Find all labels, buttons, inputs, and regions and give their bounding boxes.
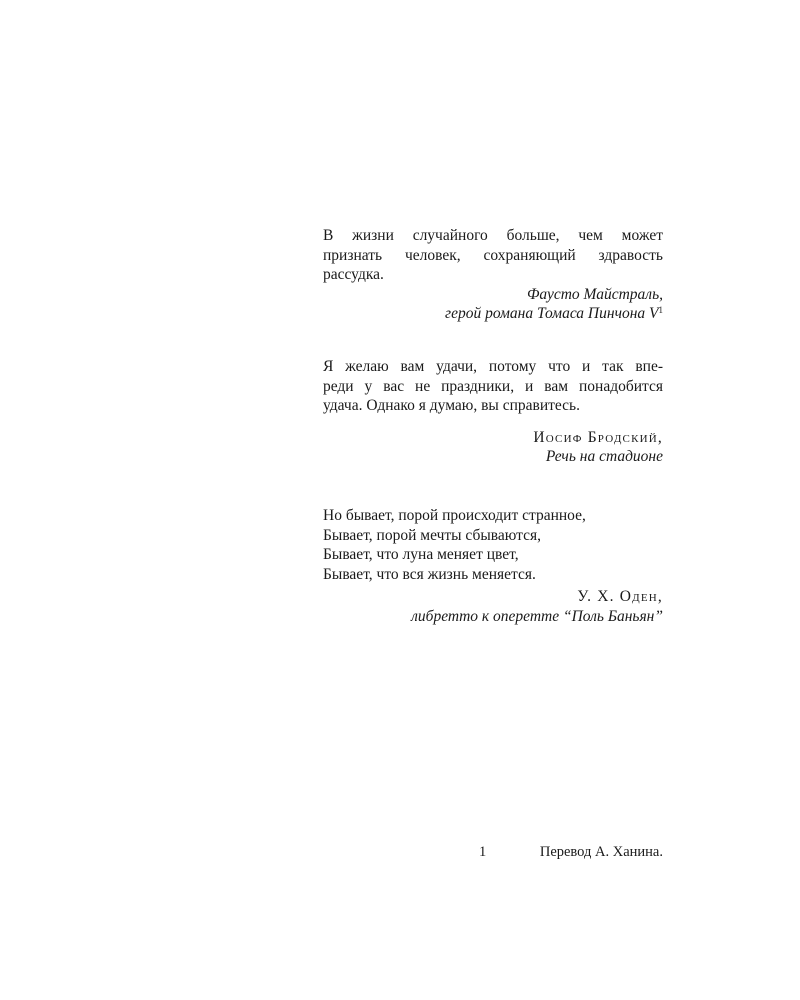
- attribution-source: Речь на стадионе: [545, 448, 663, 465]
- quote-line: реди у вас не праздники, и вам понадобится: [323, 377, 663, 395]
- attribution-name: Фаусто Майстраль,: [526, 285, 663, 303]
- attribution-name: Иосиф Бродский,: [533, 428, 663, 446]
- attribution-source: либретто к оперетте “Поль Баньян”: [411, 607, 663, 625]
- footnote-text: Перевод А. Ханина.: [539, 844, 663, 860]
- quote-line: Я желаю вам удачи, потому что и так впе-: [323, 358, 663, 375]
- quote-line: удача. Однако я думаю, вы справитесь.: [323, 397, 580, 414]
- epigraph-auden: [323, 506, 663, 626]
- attribution-source: [323, 304, 663, 324]
- attribution-name: У. Х. Оден,: [577, 588, 663, 605]
- quote-line: Бывает, что луна меняет цвет,: [323, 546, 519, 563]
- quote-line: признать человек, сохраняющий здравость: [323, 246, 663, 264]
- quote-line: рассудка.: [323, 266, 384, 283]
- quote-line: В жизни случайного больше, чем может: [323, 227, 663, 244]
- footnote-reference: 1: [658, 305, 663, 315]
- quote-line: Бывает, порой мечты сбываются,: [323, 526, 542, 544]
- epigraph-pynchon: [323, 226, 663, 324]
- quote-line: Бывает, что вся жизнь меняется.: [323, 565, 536, 583]
- footnote-marker: 1: [479, 844, 487, 860]
- quote-line: Но бывает, порой происходит странное,: [323, 507, 586, 524]
- epigraph-brodsky: [323, 357, 663, 467]
- footnote: [323, 843, 663, 862]
- attribution-source-text: герой романа Томаса Пинчона V: [445, 305, 659, 322]
